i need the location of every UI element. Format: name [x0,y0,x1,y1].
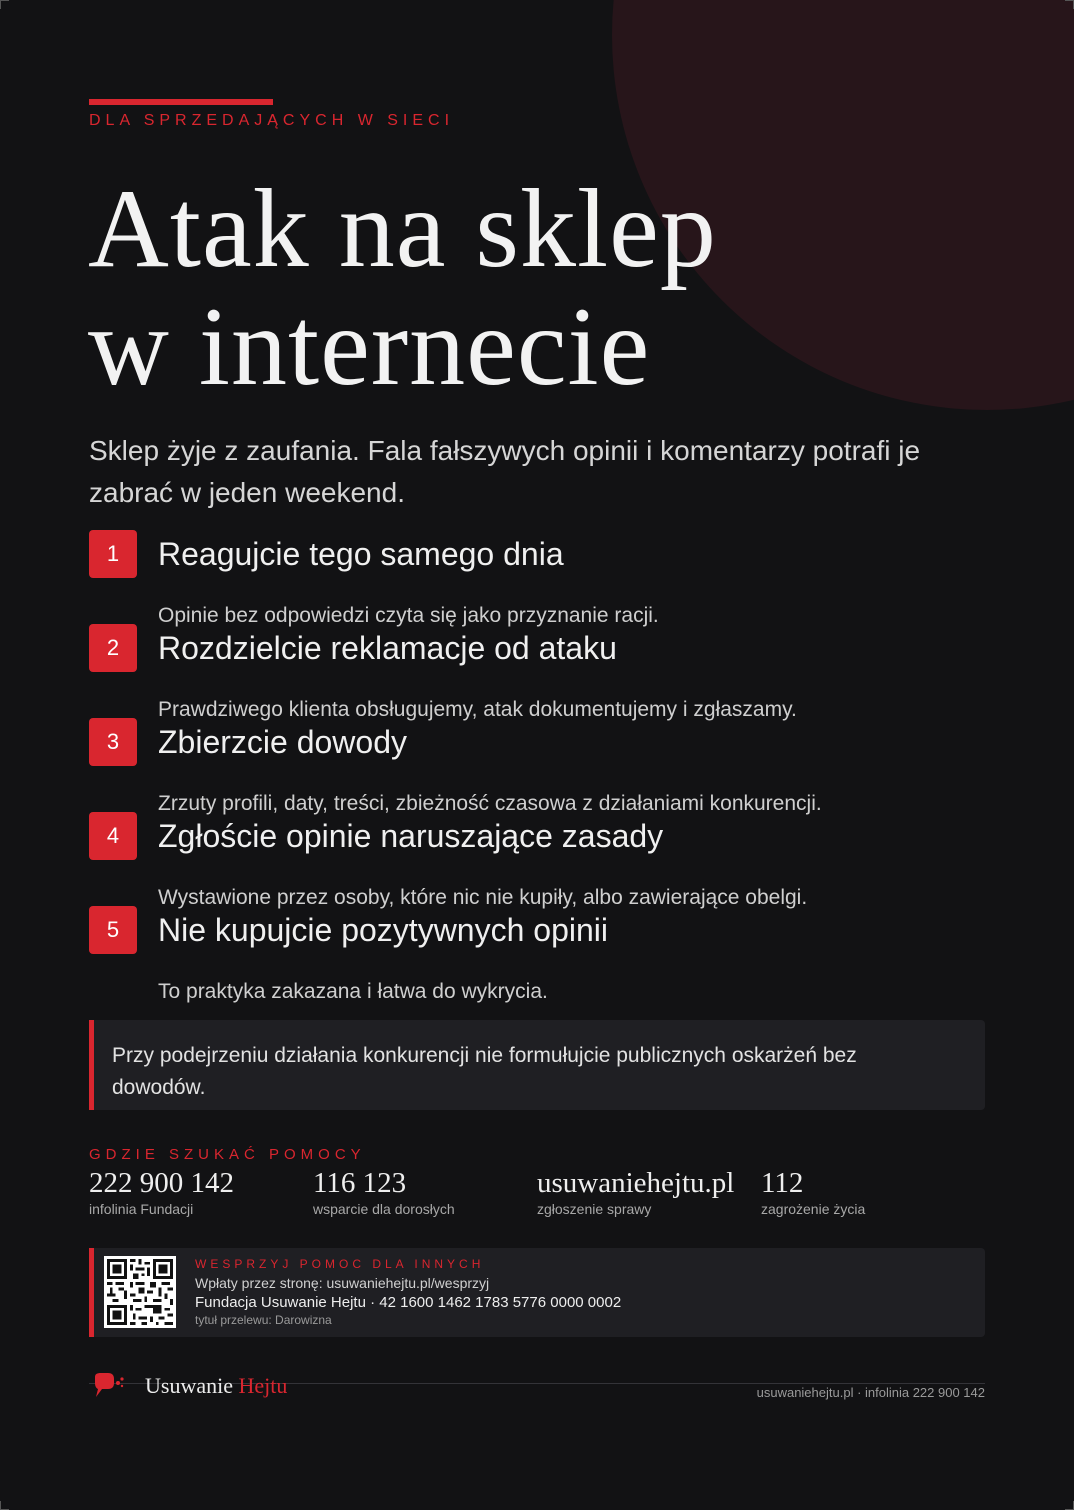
crop-mark [0,1501,9,1510]
support-transfer-title: tytuł przelewu: Darowizna [195,1313,332,1327]
warning-note: Przy podejrzeniu działania konkurencji nie formułujcie publicznych oskarżeń bez dowodów. [89,1020,985,1110]
qr-code-icon[interactable] [104,1256,176,1328]
step-title: Rozdzielcie reklamacje od ataku [158,630,617,666]
step-item [89,812,969,909]
support-box [89,1248,985,1337]
contact-item [537,1166,734,1218]
qr-code-graphic [104,1256,176,1328]
step-item [89,906,969,1003]
logo-word-1: Usuwanie [145,1373,233,1398]
logo-word-2: Hejtu [238,1373,288,1398]
step-number: 2 [89,624,137,672]
contact-website-link[interactable]: usuwaniehejtu.pl [537,1167,735,1199]
support-bank-account: Fundacja Usuwanie Hejtu · 42 1600 1462 1783 5776 0000 0002 [195,1294,622,1311]
step-title: Reagujcie tego samego dnia [158,536,564,572]
contact-phone[interactable]: 116 123 [313,1167,407,1199]
step-description: To praktyka zakazana i łatwa do wykrycia. [158,980,548,1003]
step-title: Zgłoście opinie naruszające zasady [158,818,664,854]
step-item [89,718,969,815]
step-number: 5 [89,906,137,954]
footer-contact: usuwaniehejtu.pl · infolinia 222 900 142 [756,1385,985,1400]
step-number: 1 [89,530,137,578]
contact-item [761,1166,865,1218]
step-description: Opinie bez odpowiedzi czyta się jako przyznanie racji. [158,604,659,627]
contact-phone[interactable]: 222 900 142 [89,1167,234,1199]
logo-wordmark [145,1373,287,1399]
accent-bar [89,99,273,105]
support-payment-link[interactable]: Wpłaty przez stronę: usuwaniehejtu.pl/wesprzyj [195,1275,490,1291]
contact-description: infolinia Fundacji [89,1201,194,1217]
kicker: DLA SPRZEDAJĄCYCH W SIECI [89,112,455,129]
lead-text: Sklep żyje z zaufania. Fala fałszywych opinii i komentarzy potrafi je zabrać w jeden weekend. [89,435,921,508]
contact-phone[interactable]: 112 [761,1167,804,1199]
page-title [88,167,717,409]
title-line-2: w internecie [88,285,651,409]
crop-mark [1065,0,1074,9]
step-title: Zbierzcie dowody [158,724,407,760]
step-item [89,624,969,721]
contact-description: zagrożenie życia [761,1201,866,1217]
step-description: Zrzuty profili, daty, treści, zbieżność czasowa z działaniami konkurencji. [158,792,822,815]
support-label: WESPRZYJ POMOC DLA INNYCH [195,1257,485,1271]
crop-mark [0,0,9,9]
step-item [89,530,969,627]
step-number: 3 [89,718,137,766]
step-description: Prawdziwego klienta obsługujemy, atak dokumentujemy i zgłaszamy. [158,698,797,721]
contact-item [89,1166,234,1218]
crop-mark [1065,1501,1074,1510]
step-title: Nie kupujcie pozytywnych opinii [158,912,608,948]
help-section-label: GDZIE SZUKAĆ POMOCY [89,1146,366,1163]
title-line-1: Atak na sklep [88,167,717,291]
contact-item [313,1166,455,1218]
contact-description: zgłoszenie sprawy [537,1201,652,1217]
step-description: Wystawione przez osoby, które nic nie kupiły, albo zawierające obelgi. [158,886,808,909]
contact-description: wsparcie dla dorosłych [313,1201,455,1217]
step-number: 4 [89,812,137,860]
speech-bubble-icon [92,1372,126,1407]
